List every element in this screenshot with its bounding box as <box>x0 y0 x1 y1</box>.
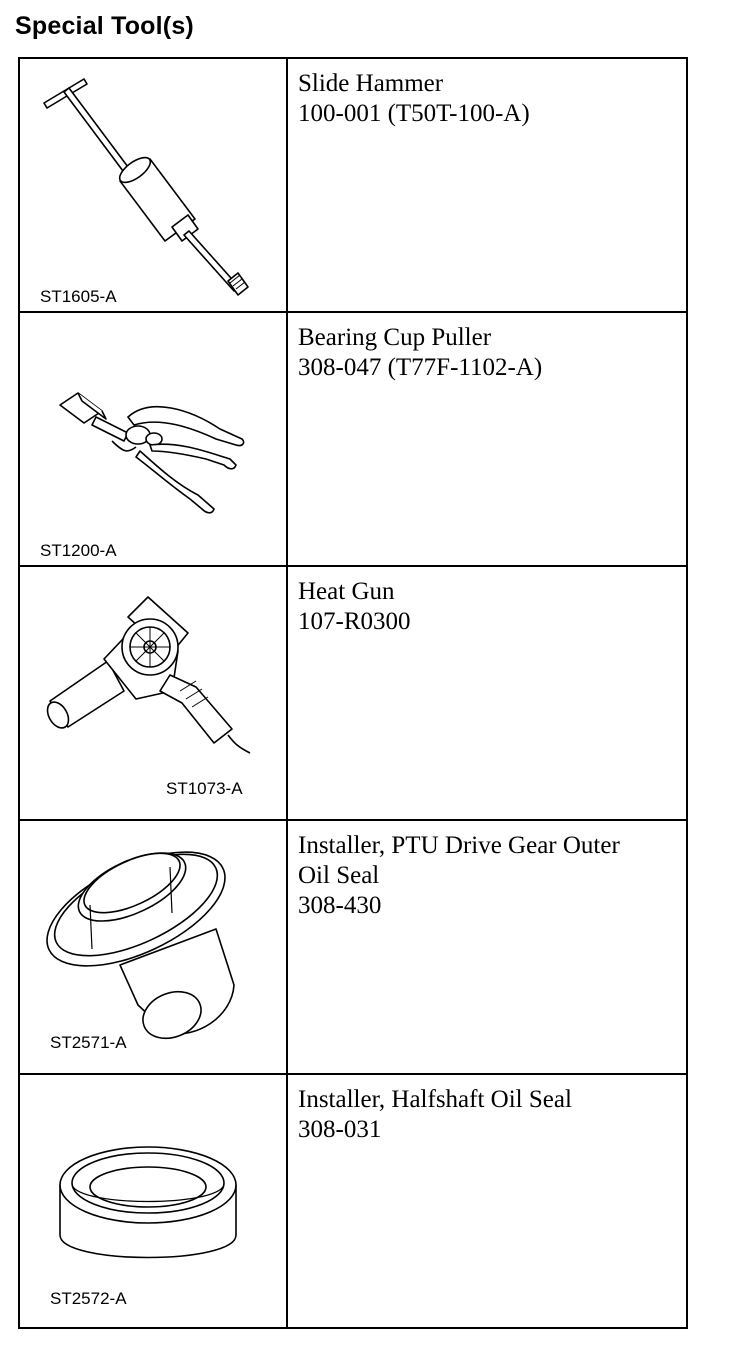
tool-code: ST2572-A <box>50 1289 127 1308</box>
tool-illustration-cell <box>19 312 287 566</box>
tool-name: Heat Gun <box>298 578 395 605</box>
tool-part-number: 308-430 <box>298 892 382 919</box>
table-row <box>19 566 687 820</box>
tool-description-cell <box>287 820 687 1074</box>
tool-part-number: 308-047 (T77F-1102-A) <box>298 354 543 381</box>
table-row <box>19 58 687 312</box>
tool-part-number: 308-031 <box>298 1116 382 1143</box>
table-row <box>19 312 687 566</box>
tool-illustration-cell <box>19 820 287 1074</box>
table-row <box>19 1074 687 1328</box>
tool-code: ST1073-A <box>166 779 243 798</box>
tool-name-line-1: Installer, PTU Drive Gear Outer <box>298 832 620 859</box>
slide-hammer-icon <box>20 59 286 311</box>
tool-description-cell <box>287 1074 687 1328</box>
tool-illustration-cell <box>19 58 287 312</box>
tool-part-number: 107-R0300 <box>298 608 411 635</box>
tool-name: Bearing Cup Puller <box>298 324 492 351</box>
tool-description-cell <box>287 312 687 566</box>
table-row <box>19 820 687 1074</box>
tool-code: ST2571-A <box>50 1033 127 1052</box>
tool-code: ST1605-A <box>40 287 117 306</box>
special-tools-table <box>18 57 688 1329</box>
tool-name: Installer, Halfshaft Oil Seal <box>298 1086 572 1113</box>
heat-gun-icon <box>20 567 286 819</box>
page-title: Special Tool(s) <box>15 12 194 40</box>
tool-name: Slide Hammer <box>298 70 444 97</box>
tool-name-line-2: Oil Seal <box>298 862 380 889</box>
tool-part-number: 100-001 (T50T-100-A) <box>298 100 530 127</box>
tool-code: ST1200-A <box>40 541 117 560</box>
tool-illustration-cell <box>19 1074 287 1328</box>
bearing-cup-puller-icon <box>20 313 286 565</box>
tool-illustration-cell <box>19 566 287 820</box>
tool-description-cell <box>287 58 687 312</box>
tool-description-cell <box>287 566 687 820</box>
